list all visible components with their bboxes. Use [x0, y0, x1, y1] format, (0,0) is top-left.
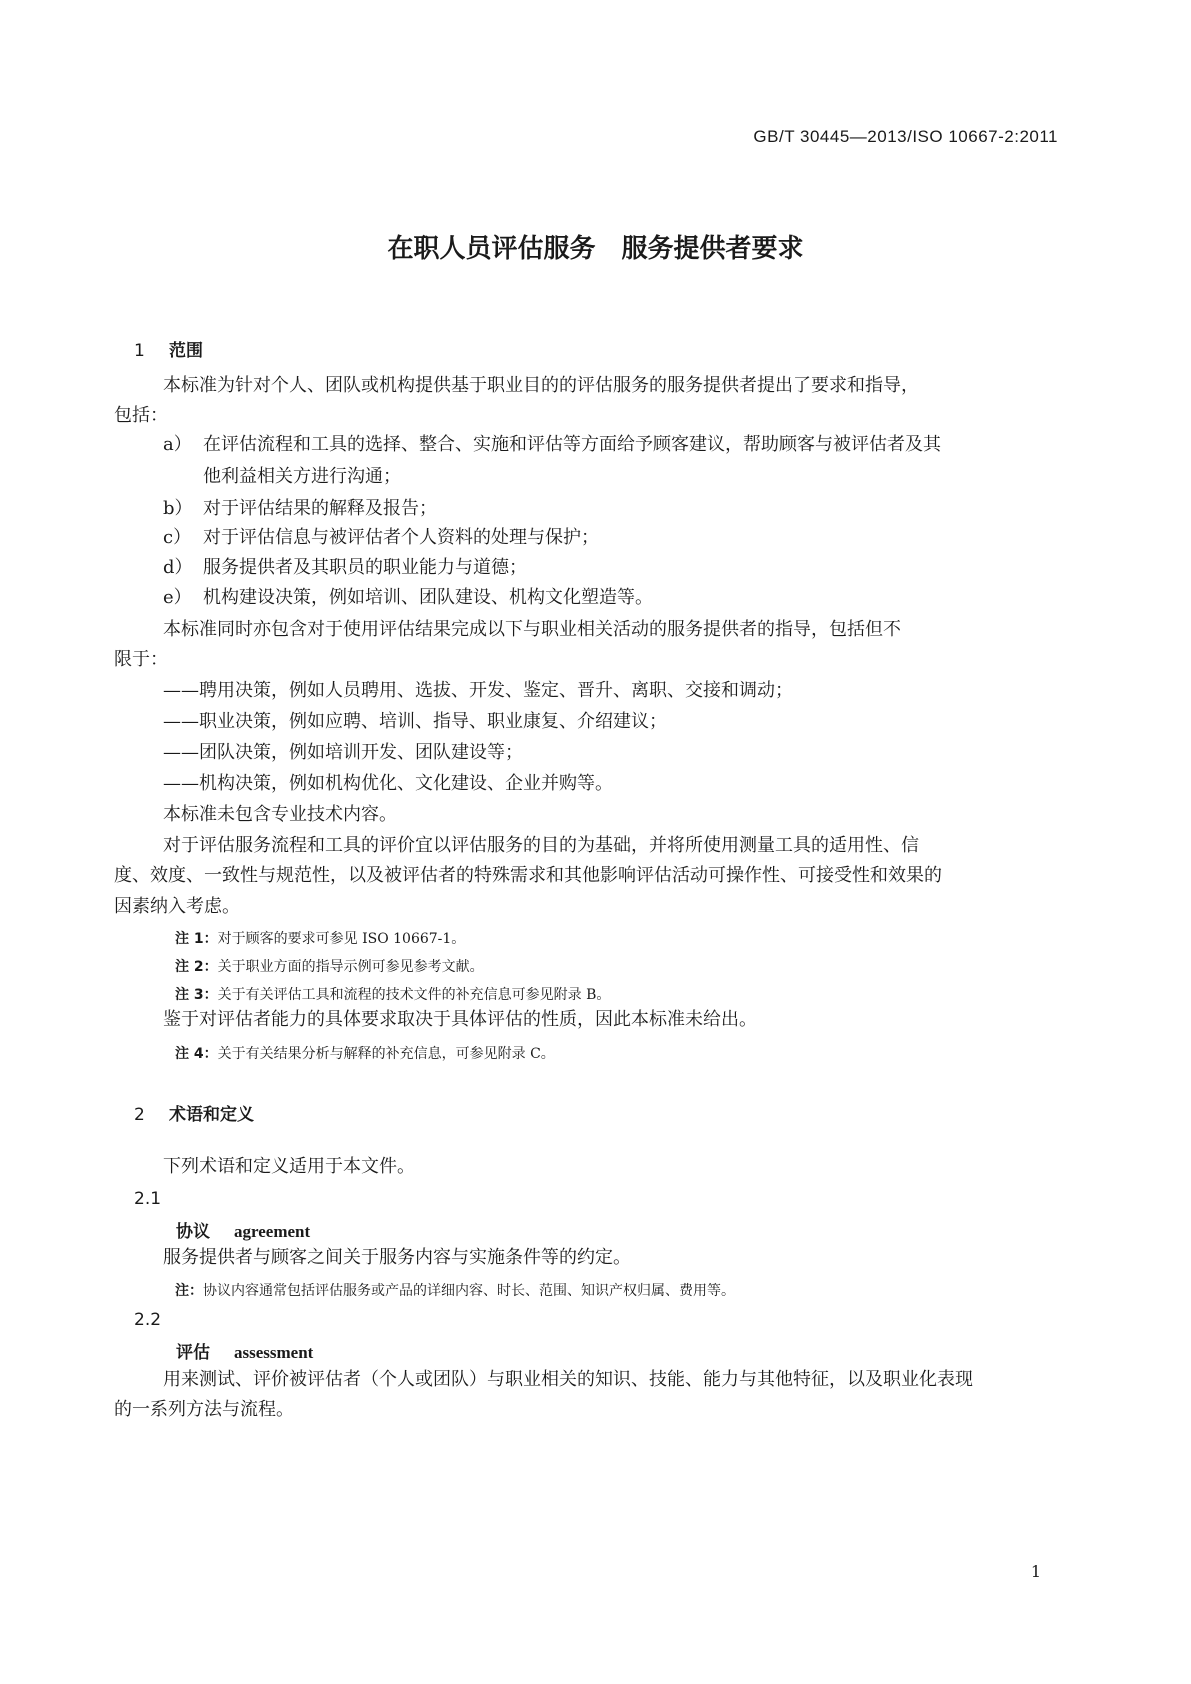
section-number: 1 — [134, 341, 145, 361]
paragraph: 本标准同时亦包含对于使用评估结果完成以下与职业相关活动的服务提供者的指导，包括但不 — [163, 619, 901, 640]
dash-item: ——机构决策，例如机构优化、文化建设、企业并购等。 — [163, 773, 613, 794]
note-text: 关于职业方面的指导示例可参见参考文献。 — [217, 959, 484, 975]
note-text: 对于顾客的要求可参见 ISO 10667-1。 — [217, 931, 466, 947]
dash-item: ——聘用决策，例如人员聘用、选拔、开发、鉴定、晋升、离职、交接和调动； — [163, 680, 793, 701]
term-en: agreement — [234, 1222, 311, 1241]
list-label: e） — [163, 587, 192, 608]
note — [175, 1043, 555, 1063]
term-number: 2.1 — [134, 1189, 162, 1209]
section-title: 范围 — [169, 341, 203, 361]
note-label: 注 2： — [175, 959, 218, 975]
paragraph: 下列术语和定义适用于本文件。 — [163, 1156, 415, 1177]
term-number: 2.2 — [134, 1310, 162, 1330]
paragraph: 包括： — [114, 405, 168, 426]
list-item-continuation: 他利益相关方进行沟通； — [203, 466, 401, 487]
note-label: 注 3： — [175, 987, 218, 1003]
note — [175, 1280, 735, 1300]
note-label: 注 4： — [175, 1046, 218, 1062]
section-2-heading — [134, 1100, 254, 1125]
paragraph: 鉴于对评估者能力的具体要求取决于具体评估的性质，因此本标准未给出。 — [163, 1009, 757, 1030]
note-text: 关于有关评估工具和流程的技术文件的补充信息可参见附录 B。 — [217, 987, 611, 1003]
paragraph: 限于： — [114, 649, 168, 670]
paragraph: 本标准未包含专业技术内容。 — [163, 804, 397, 825]
note — [175, 928, 465, 948]
term-heading — [176, 1217, 310, 1242]
note — [175, 984, 610, 1004]
dash-item: ——团队决策，例如培训开发、团队建设等； — [163, 742, 523, 763]
list-label: b） — [163, 498, 193, 519]
list-label: a） — [163, 434, 192, 455]
list-text: 对于评估信息与被评估者个人资料的处理与保护； — [203, 527, 599, 548]
note-label: 注 1： — [175, 931, 218, 947]
term-heading — [176, 1338, 313, 1363]
term-en: assessment — [234, 1343, 314, 1362]
list-text: 在评估流程和工具的选择、整合、实施和评估等方面给予顾客建议，帮助顾客与被评估者及其 — [203, 434, 941, 455]
note — [175, 956, 484, 976]
page-title: 在职人员评估服务 服务提供者要求 — [387, 234, 804, 264]
term-definition: 的一系列方法与流程。 — [114, 1399, 294, 1420]
list-text: 对于评估结果的解释及报告； — [203, 498, 437, 519]
term-definition: 服务提供者与顾客之间关于服务内容与实施条件等的约定。 — [163, 1247, 631, 1268]
list-item — [163, 586, 653, 610]
list-text: 服务提供者及其职员的职业能力与道德； — [203, 557, 527, 578]
term-zh: 评估 — [176, 1343, 210, 1363]
page-number: 1 — [1030, 1562, 1041, 1581]
paragraph: 本标准为针对个人、团队或机构提供基于职业目的的评估服务的服务提供者提出了要求和指导， — [163, 375, 919, 396]
paragraph: 对于评估服务流程和工具的评价宜以评估服务的目的为基础，并将所使用测量工具的适用性、信 — [163, 835, 919, 856]
note-text: 关于有关结果分析与解释的补充信息，可参见附录 C。 — [217, 1046, 555, 1062]
list-item — [163, 526, 599, 550]
note-label: 注： — [175, 1283, 203, 1299]
list-item — [163, 556, 527, 580]
list-label: d） — [163, 557, 193, 578]
paragraph: 因素纳入考虑。 — [114, 896, 240, 917]
list-text: 机构建设决策，例如培训、团队建设、机构文化塑造等。 — [203, 587, 653, 608]
section-number: 2 — [134, 1105, 145, 1125]
term-zh: 协议 — [176, 1222, 210, 1242]
section-1-heading — [134, 336, 203, 361]
list-item — [163, 433, 941, 457]
section-title: 术语和定义 — [169, 1105, 254, 1125]
list-label: c） — [163, 527, 192, 548]
term-definition: 用来测试、评价被评估者（个人或团队）与职业相关的知识、技能、能力与其他特征，以及职业化表现 — [163, 1369, 973, 1390]
note-text: 协议内容通常包括评估服务或产品的详细内容、时长、范围、知识产权归属、费用等。 — [203, 1283, 735, 1299]
paragraph: 度、效度、一致性与规范性，以及被评估者的特殊需求和其他影响评估活动可操作性、可接受性和效果的 — [114, 865, 942, 886]
dash-item: ——职业决策，例如应聘、培训、指导、职业康复、介绍建议； — [163, 711, 667, 732]
standard-code: GB/T 30445—2013/ISO 10667-2:2011 — [753, 127, 1058, 146]
list-item — [163, 497, 437, 521]
